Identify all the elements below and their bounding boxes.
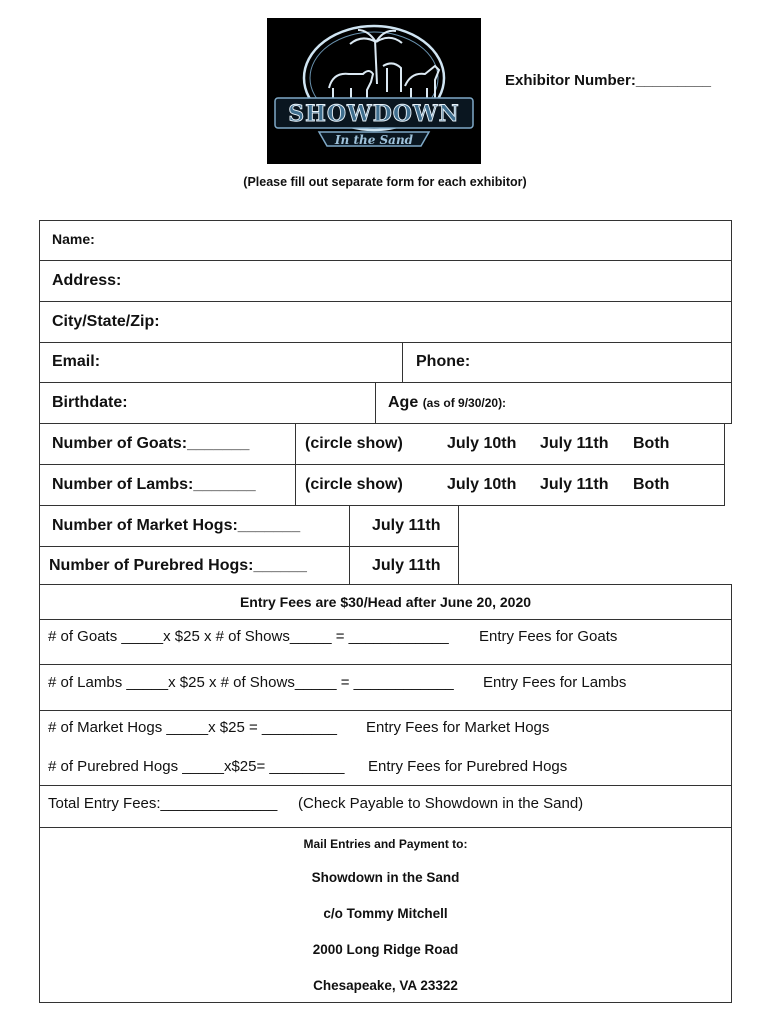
hogs-fee-row (39, 710, 732, 786)
name-label: Name: (52, 231, 95, 247)
mailing-line-2: c/o Tommy Mitchell (323, 906, 448, 921)
city-state-zip-label: City/State/Zip: (52, 313, 160, 330)
lambs-fee-result: Entry Fees for Lambs (483, 674, 627, 691)
goats-show-selection (295, 423, 725, 465)
phone-label: Phone: (416, 353, 471, 370)
address-field[interactable] (39, 260, 732, 302)
purebred-hogs-fee-calc: # of Purebred Hogs _____x$25= _________ (48, 758, 345, 775)
mailing-section (39, 827, 732, 1003)
birthdate-field[interactable] (39, 382, 376, 424)
goats-option-july10[interactable]: July 10th (447, 435, 517, 452)
address-label: Address: (52, 272, 122, 289)
purebred-hogs-july11: July 11th (372, 557, 441, 574)
market-hogs-date (349, 505, 459, 547)
instruction-note: (Please fill out separate form for each exhibitor) (243, 175, 527, 189)
lambs-label: Number of Lambs:_______ (52, 476, 256, 493)
age-label: Age (as of 9/30/20): (388, 394, 507, 411)
goats-label: Number of Goats:_______ (52, 435, 250, 452)
svg-text:SHOWDOWN: SHOWDOWN (288, 101, 460, 127)
showdown-logo (267, 18, 481, 164)
mailing-line-4: Chesapeake, VA 23322 (313, 978, 458, 993)
goats-count-field[interactable] (39, 423, 296, 465)
purebred-hogs-date (349, 546, 459, 585)
phone-field[interactable] (402, 342, 732, 383)
purebred-hogs-count-field[interactable] (39, 546, 350, 585)
total-fee-label: Total Entry Fees:______________ (48, 795, 278, 812)
logo-graphic (267, 18, 481, 164)
birthdate-label: Birthdate: (52, 394, 128, 411)
market-hogs-fee-result: Entry Fees for Market Hogs (366, 719, 550, 736)
mailing-line-3: 2000 Long Ridge Road (312, 942, 459, 957)
age-field[interactable] (375, 382, 732, 424)
lambs-fee-row (39, 664, 732, 711)
name-field[interactable] (39, 220, 732, 261)
goats-circle-show: (circle show) (305, 435, 403, 452)
email-label: Email: (52, 353, 101, 370)
exhibitor-number-label: Exhibitor Number:_________ (505, 72, 711, 89)
goats-fee-result: Entry Fees for Goats (479, 628, 618, 645)
goats-option-both[interactable]: Both (633, 435, 670, 452)
fees-heading: Entry Fees are $30/Head after June 20, 2020 (239, 594, 532, 610)
lambs-show-selection (295, 464, 725, 506)
svg-text:In the Sand: In the Sand (334, 133, 414, 147)
city-state-zip-field[interactable] (39, 301, 732, 343)
purebred-hogs-label: Number of Purebred Hogs:______ (49, 557, 307, 574)
mailing-heading: Mail Entries and Payment to: (303, 837, 468, 851)
goats-fee-row (39, 619, 732, 665)
goats-fee-calc: # of Goats _____x $25 x # of Shows_____ = ____________ (48, 628, 449, 645)
age-note: (as of 9/30/20): (422, 396, 507, 410)
lambs-option-both[interactable]: Both (633, 476, 670, 493)
total-fee-row (39, 785, 732, 828)
market-hogs-label: Number of Market Hogs:_______ (52, 517, 301, 534)
purebred-hogs-fee-result: Entry Fees for Purebred Hogs (368, 758, 568, 775)
goats-option-july11[interactable]: July 11th (540, 435, 609, 452)
mailing-line-1: Showdown in the Sand (311, 870, 460, 885)
lambs-circle-show: (circle show) (305, 476, 403, 493)
total-fee-note: (Check Payable to Showdown in the Sand) (298, 795, 584, 812)
lambs-count-field[interactable] (39, 464, 296, 506)
market-hogs-july11: July 11th (372, 517, 441, 534)
market-hogs-count-field[interactable] (39, 505, 350, 547)
lambs-option-july10[interactable]: July 10th (447, 476, 517, 493)
market-hogs-fee-calc: # of Market Hogs _____x $25 = _________ (48, 719, 337, 736)
lambs-fee-calc: # of Lambs _____x $25 x # of Shows_____ = ____________ (48, 674, 454, 691)
email-field[interactable] (39, 342, 403, 383)
fees-heading-row (39, 584, 732, 620)
lambs-option-july11[interactable]: July 11th (540, 476, 609, 493)
